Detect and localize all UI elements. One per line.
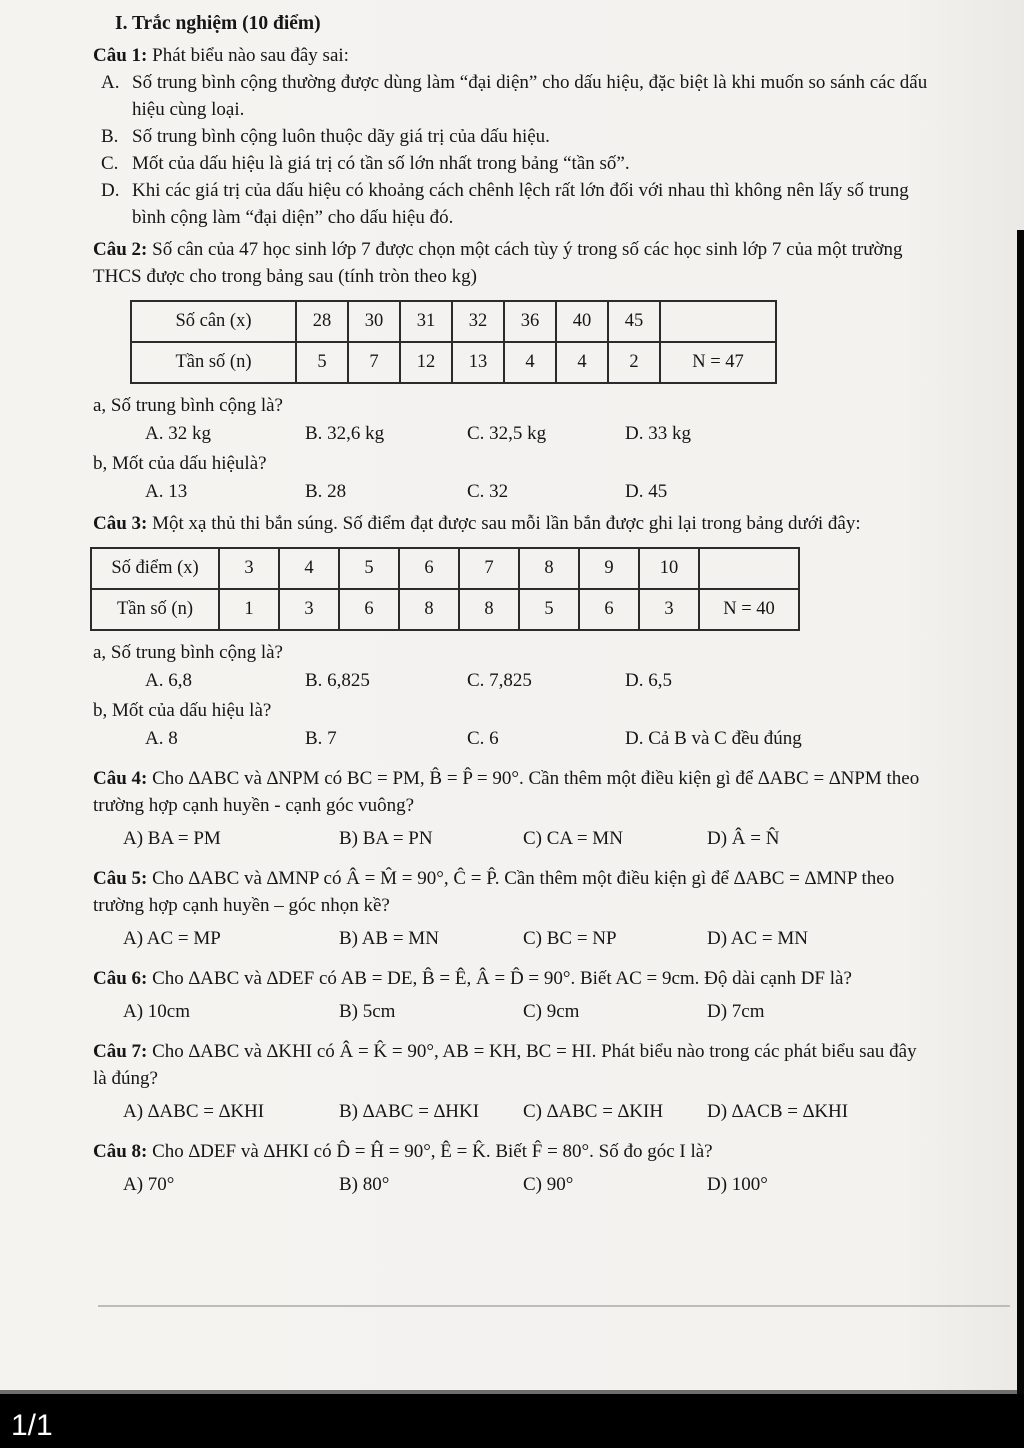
value-cell: 6 <box>399 548 459 589</box>
answer-option: D) Â = N̂ <box>707 828 780 849</box>
question-4-label: Câu 4: <box>93 768 148 789</box>
choice-text: Khi các giá trị của dấu hiệu có khoảng cách chênh lệch rất lớn đối với nhau thì không nên lấy số trung bình cộng làm “đại diện” cho dấu hiệu đó. <box>132 180 909 228</box>
answer-option: B) 5cm <box>339 1001 396 1022</box>
question-2-intro <box>93 236 934 290</box>
answer-option: B. 28 <box>305 481 347 502</box>
value-cell: 45 <box>608 301 660 342</box>
answer-option: B) 80° <box>339 1174 390 1195</box>
question-8 <box>93 1138 934 1198</box>
section-title: I. Trắc nghiệm (10 điểm) <box>115 13 321 34</box>
value-cell: 8 <box>519 548 579 589</box>
value-cell: 1 <box>219 589 279 630</box>
value-cell: 8 <box>459 589 519 630</box>
question-1-label: Câu 1: <box>93 45 148 66</box>
answer-option: C) CA = MN <box>523 828 623 849</box>
answer-option: D. 6,5 <box>625 670 672 691</box>
q3a-options-row <box>145 667 934 694</box>
choice-letter: D. <box>101 180 120 201</box>
choice-text: Số trung bình cộng thường được dùng làm “đại diện” cho dấu hiệu, đặc biệt là khi muốn so sánh các dấu hiệu cùng loại. <box>132 72 928 120</box>
answer-option: B. 32,6 kg <box>305 423 385 444</box>
answer-option: D. 33 kg <box>625 423 691 444</box>
value-cell: 10 <box>639 548 699 589</box>
value-cell: 40 <box>556 301 608 342</box>
answer-option: D) 100° <box>707 1174 768 1195</box>
value-cell: 6 <box>339 589 399 630</box>
answer-option: D) 7cm <box>707 1001 765 1022</box>
question-4 <box>93 765 934 852</box>
question-8-intro <box>93 1138 934 1165</box>
question-7 <box>93 1038 934 1125</box>
answer-option: B) BA = PN <box>339 828 433 849</box>
q2b-label: b, Mốt của dấu hiệulà? <box>93 453 267 474</box>
answer-option: A. 32 kg <box>145 423 211 444</box>
question-3-intro <box>93 510 934 537</box>
question-8-text: Cho ∆DEF và ∆HKI có D̂ = Ĥ = 90°, Ê = K̂. Biết F̂ = 80°. Số đo góc I là? <box>147 1141 713 1162</box>
question-6-text: Cho ∆ABC và ∆DEF có AB = DE, B̂ = Ê, Â = D̂ = 90°. Biết AC = 9cm. Độ dài cạnh DF là? <box>147 968 852 989</box>
answer-option: C. 32,5 kg <box>467 423 547 444</box>
q5-options-row <box>123 925 934 952</box>
table-row <box>91 589 799 630</box>
value-cell: N = 40 <box>699 589 799 630</box>
answer-option: A) ∆ABC = ∆KHI <box>123 1101 265 1122</box>
value-cell: 5 <box>339 548 399 589</box>
answer-option: D. 45 <box>625 481 668 502</box>
answer-option: C) ∆ABC = ∆KIH <box>523 1101 664 1122</box>
choice-letter: A. <box>101 72 120 93</box>
page-indicator: 1/1 <box>11 1409 53 1442</box>
choice-text: Số trung bình cộng luôn thuộc dãy giá trị của dấu hiệu. <box>132 126 550 147</box>
q8-options-row <box>123 1171 934 1198</box>
answer-option: B) ∆ABC = ∆HKI <box>339 1101 480 1122</box>
value-cell: 30 <box>348 301 400 342</box>
row-header-cell: Số điểm (x) <box>91 548 219 589</box>
value-cell: 36 <box>504 301 556 342</box>
q3b-options-row <box>145 725 934 752</box>
q3b-label: b, Mốt của dấu hiệu là? <box>93 700 272 721</box>
answer-option: A. 6,8 <box>145 670 192 691</box>
value-cell <box>660 301 776 342</box>
q4-options-row <box>123 825 934 852</box>
q1-choice-c <box>101 150 934 177</box>
value-cell: 7 <box>459 548 519 589</box>
viewer-footer-bar <box>0 1394 1024 1448</box>
question-5-text: Cho ∆ABC và ∆MNP có Â = M̂ = 90°, Ĉ = P̂. Cần thêm một điều kiện gì để ∆ABC = ∆MNP theo trường hợp cạnh huyền – góc nhọn kề? <box>93 868 895 916</box>
choice-letter: C. <box>101 153 119 174</box>
q1-choice-b <box>101 123 934 150</box>
answer-option: B) AB = MN <box>339 928 439 949</box>
answer-option: D) ∆ACB = ∆KHI <box>707 1101 849 1122</box>
choice-text: Mốt của dấu hiệu là giá trị có tần số lớn nhất trong bảng “tần số”. <box>132 153 630 174</box>
answer-option: B. 6,825 <box>305 670 370 691</box>
q6-options-row <box>123 998 934 1025</box>
question-8-label: Câu 8: <box>93 1141 148 1162</box>
answer-option: A. 13 <box>145 481 188 502</box>
question-3-text: Một xạ thủ thi bắn súng. Số điểm đạt được sau mỗi lần bắn được ghi lại trong bảng dưới đây: <box>147 513 861 534</box>
q2b-options-row <box>145 478 934 505</box>
scan-fold-line <box>98 1305 1010 1307</box>
value-cell: 8 <box>399 589 459 630</box>
answer-option: B. 7 <box>305 728 337 749</box>
question-4-intro <box>93 765 934 819</box>
question-3-label: Câu 3: <box>93 513 148 534</box>
value-cell: 4 <box>556 342 608 383</box>
q1-choice-d <box>101 177 934 231</box>
score-frequency-table <box>90 547 800 631</box>
table-row <box>131 342 776 383</box>
value-cell: 9 <box>579 548 639 589</box>
value-cell: 5 <box>519 589 579 630</box>
value-cell: 13 <box>452 342 504 383</box>
row-header-cell: Số cân (x) <box>131 301 296 342</box>
question-7-text: Cho ∆ABC và ∆KHI có Â = K̂ = 90°, AB = KH, BC = HI. Phát biểu nào trong các phát biểu sau đây là đúng? <box>93 1041 917 1089</box>
answer-option: C) 90° <box>523 1174 574 1195</box>
q1-choice-a <box>101 69 934 123</box>
question-1-intro <box>93 42 934 69</box>
answer-option: A) BA = PM <box>123 828 221 849</box>
q2a-label: a, Số trung bình cộng là? <box>93 395 283 416</box>
scan-black-edge <box>1017 230 1024 1448</box>
weight-frequency-table <box>130 300 777 384</box>
answer-option: A) AC = MP <box>123 928 221 949</box>
question-7-label: Câu 7: <box>93 1041 148 1062</box>
value-cell: 6 <box>579 589 639 630</box>
value-cell: 31 <box>400 301 452 342</box>
row-header-cell: Tần số (n) <box>131 342 296 383</box>
choice-letter: B. <box>101 126 119 147</box>
answer-option: A) 10cm <box>123 1001 191 1022</box>
value-cell: 32 <box>452 301 504 342</box>
q2a-options-row <box>145 420 934 447</box>
answer-option: C) BC = NP <box>523 928 617 949</box>
value-cell: 3 <box>279 589 339 630</box>
question-1-text: Phát biểu nào sau đây sai: <box>147 45 349 66</box>
value-cell <box>699 548 799 589</box>
answer-option: C. 7,825 <box>467 670 532 691</box>
answer-option: C) 9cm <box>523 1001 580 1022</box>
q7-options-row <box>123 1098 934 1125</box>
answer-option: C. 6 <box>467 728 499 749</box>
question-5-intro <box>93 865 934 919</box>
q3a-label: a, Số trung bình cộng là? <box>93 642 283 663</box>
value-cell: 2 <box>608 342 660 383</box>
question-2-text: Số cân của 47 học sinh lớp 7 được chọn một cách tùy ý trong số các học sinh lớp 7 của một trường THCS được cho trong bảng sau (tính tròn theo kg) <box>93 239 903 287</box>
question-5 <box>93 865 934 952</box>
question-6-label: Câu 6: <box>93 968 148 989</box>
answer-option: A) 70° <box>123 1174 175 1195</box>
value-cell: N = 47 <box>660 342 776 383</box>
question-7-intro <box>93 1038 934 1092</box>
table-row <box>91 548 799 589</box>
value-cell: 28 <box>296 301 348 342</box>
value-cell: 5 <box>296 342 348 383</box>
question-6 <box>93 965 934 1025</box>
answer-option: D) AC = MN <box>707 928 808 949</box>
value-cell: 4 <box>504 342 556 383</box>
value-cell: 3 <box>219 548 279 589</box>
value-cell: 3 <box>639 589 699 630</box>
answer-option: D. Cả B và C đều đúng <box>625 728 802 749</box>
answer-option: C. 32 <box>467 481 509 502</box>
value-cell: 7 <box>348 342 400 383</box>
table-row <box>131 301 776 342</box>
question-6-intro <box>93 965 934 992</box>
row-header-cell: Tần số (n) <box>91 589 219 630</box>
question-5-label: Câu 5: <box>93 868 148 889</box>
value-cell: 12 <box>400 342 452 383</box>
value-cell: 4 <box>279 548 339 589</box>
question-2-label: Câu 2: <box>93 239 148 260</box>
question-4-text: Cho ∆ABC và ∆NPM có BC = PM, B̂ = P̂ = 90°. Cần thêm một điều kiện gì để ∆ABC = ∆NPM theo trường hợp cạnh huyền - cạnh góc vuông? <box>93 768 920 816</box>
answer-option: A. 8 <box>145 728 178 749</box>
